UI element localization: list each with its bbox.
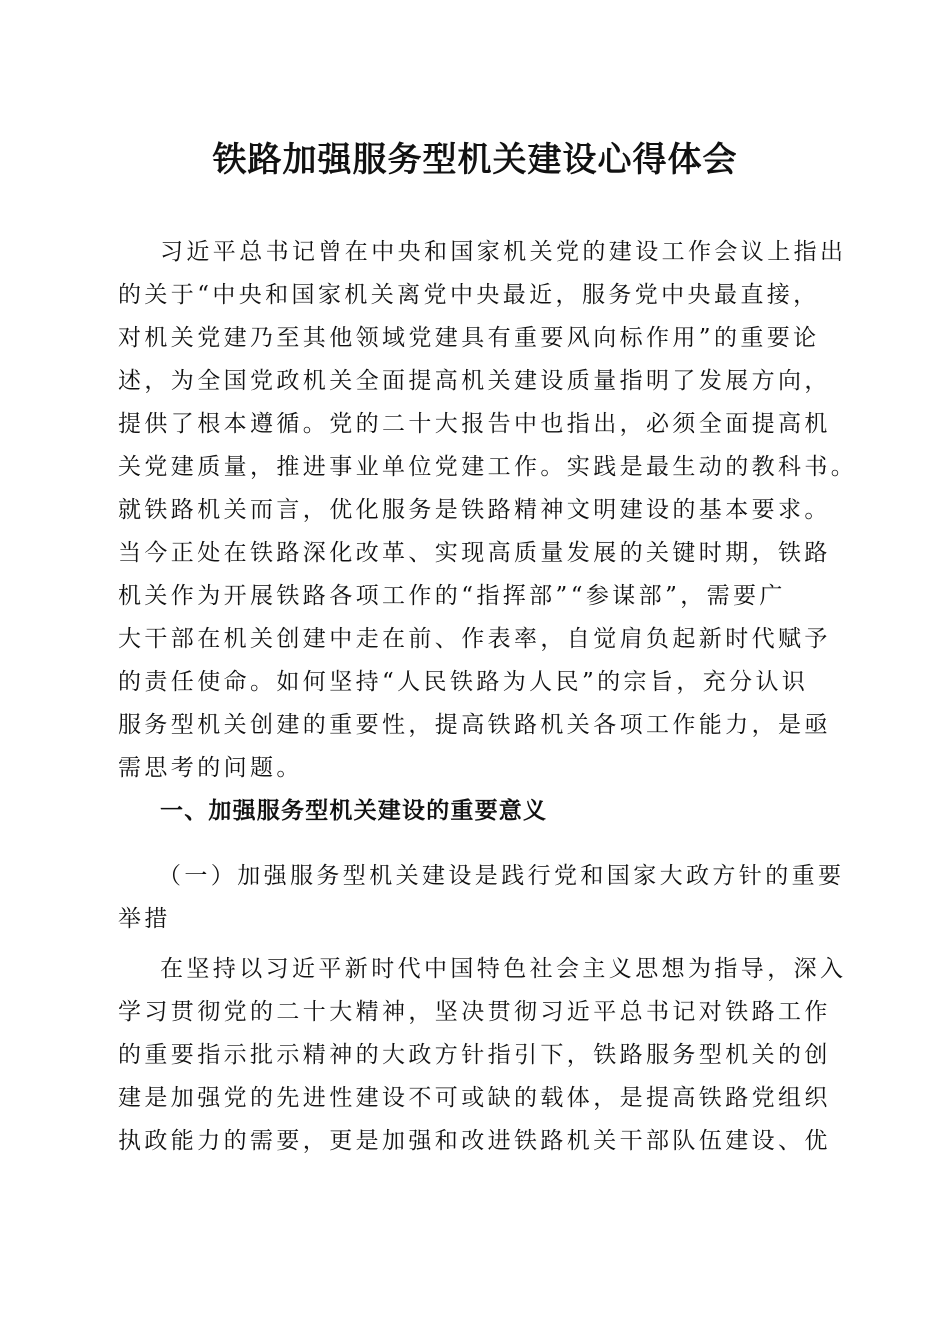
paragraph-2-line-1: 在坚持以习近平新时代中国特色社会主义思想为指导，深入 [160, 956, 847, 982]
subsection-1-heading-line-1: （一）加强服务型机关建设是践行党和国家大政方针的重要 [158, 863, 845, 889]
paragraph-1-line-9: 机关作为开展铁路各项工作的“指挥部”“参谋部”，需要广 [118, 583, 786, 609]
paragraph-1-line-10: 大干部在机关创建中走在前、作表率，自觉肩负起新时代赋予 [118, 626, 831, 652]
paragraph-1-line-2: 的关于“中央和国家机关离党中央最近，服务党中央最直接， [118, 282, 820, 308]
paragraph-1-line-6: 关党建质量，推进事业单位党建工作。实践是最生动的教科书。 [118, 454, 858, 480]
paragraph-1-line-7: 就铁路机关而言，优化服务是铁路精神文明建设的基本要求。 [118, 497, 831, 523]
paragraph-2-line-5: 执政能力的需要，更是加强和改进铁路机关干部队伍建设、优 [118, 1128, 831, 1154]
paragraph-1-line-1: 习近平总书记曾在中央和国家机关党的建设工作会议上指出 [160, 239, 847, 265]
paragraph-1-line-3: 对机关党建乃至其他领域党建具有重要风向标作用”的重要论 [118, 325, 820, 351]
paragraph-1-line-12: 服务型机关创建的重要性，提高铁路机关各项工作能力，是亟 [118, 712, 831, 738]
paragraph-2-line-2: 学习贯彻党的二十大精神，坚决贯彻习近平总书记对铁路工作 [118, 999, 831, 1025]
paragraph-2-line-3: 的重要指示批示精神的大政方针指引下，铁路服务型机关的创 [118, 1042, 831, 1068]
paragraph-1-line-11: 的责任使命。如何坚持“人民铁路为人民”的宗旨，充分认识 [118, 669, 809, 695]
paragraph-2-line-4: 建是加强党的先进性建设不可或缺的载体，是提高铁路党组织 [118, 1085, 831, 1111]
subsection-1-heading-line-2: 举措 [118, 906, 171, 932]
paragraph-1-line-4: 述，为全国党政机关全面提高机关建设质量指明了发展方向， [118, 368, 831, 394]
paragraph-1-line-8: 当今正处在铁路深化改革、实现高质量发展的关键时期，铁路 [118, 540, 831, 566]
paragraph-1-line-13: 需思考的问题。 [118, 755, 303, 781]
paragraph-1-line-5: 提供了根本遵循。党的二十大报告中也指出，必须全面提高机 [118, 411, 831, 437]
section-1-heading: 一、加强服务型机关建设的重要意义 [160, 798, 548, 824]
document-title: 铁路加强服务型机关建设心得体会 [212, 140, 738, 180]
